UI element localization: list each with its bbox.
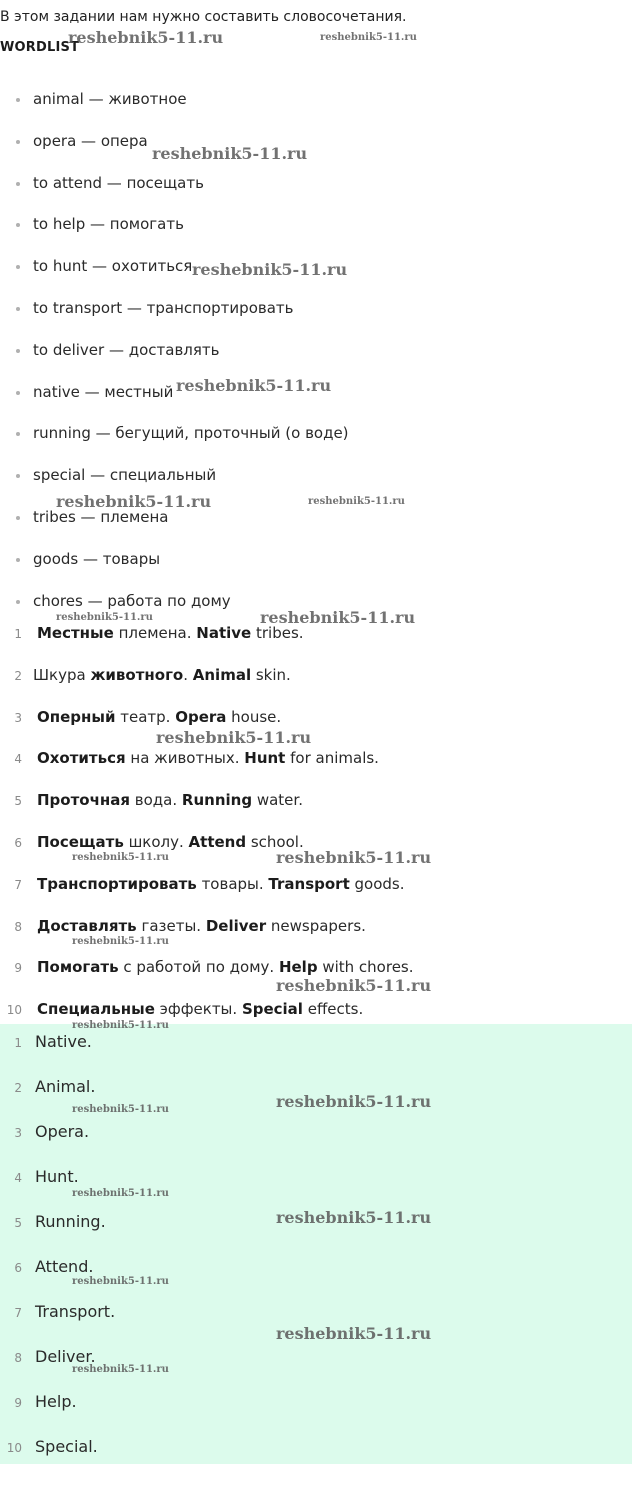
wordlist-heading: WORDLIST [0, 40, 80, 55]
item-number: 9 [14, 1396, 22, 1410]
answer-text: Native. [35, 1032, 92, 1051]
item-number: 10 [6, 1441, 22, 1455]
watermark: reshebnik5-11.ru [72, 1188, 169, 1199]
answer-text: Attend. [35, 1257, 94, 1276]
phrase-item [0, 791, 632, 833]
item-number: 2 [14, 1081, 22, 1095]
bullet-icon [16, 182, 20, 186]
phrase-text: Помогать с работой по дому. Help with chores. [37, 958, 414, 977]
phrase-text: Посещать школу. Attend school. [37, 832, 304, 851]
wordlist-entry: to deliver — доставлять [33, 340, 220, 359]
wordlist-entry: goods — товары [33, 549, 161, 568]
watermark: reshebnik5-11.ru [72, 936, 169, 947]
bullet-icon [16, 558, 20, 562]
answer-text: Opera. [35, 1122, 90, 1141]
bullet-icon [16, 432, 20, 436]
watermark: reshebnik5-11.ru [276, 848, 432, 867]
wordlist-entry: to hunt — охотиться [33, 257, 193, 276]
phrase-text: Доставлять газеты. Deliver newspapers. [37, 916, 366, 935]
wordlist-item [0, 90, 632, 132]
item-number: 6 [14, 835, 22, 850]
item-number: 8 [14, 919, 22, 934]
item-number: 7 [14, 877, 22, 892]
wordlist-item [0, 215, 632, 257]
item-number: 5 [14, 794, 22, 809]
bullet-icon [16, 140, 20, 144]
watermark: reshebnik5-11.ru [260, 608, 416, 627]
wordlist-entry: to transport — транспортировать [33, 298, 294, 317]
phrase-text: Местные племена. Native tribes. [37, 624, 304, 642]
item-number: 7 [14, 1306, 22, 1320]
watermark: reshebnik5-11.ru [152, 144, 308, 163]
bullet-icon [16, 516, 20, 520]
wordlist-item [0, 508, 632, 550]
answer-item [0, 1438, 632, 1483]
watermark: reshebnik5-11.ru [276, 1092, 432, 1111]
phrase-item [0, 875, 632, 917]
watermark: reshebnik5-11.ru [308, 496, 405, 507]
wordlist-item [0, 424, 632, 466]
wordlist-entry: special — специальный [33, 466, 217, 485]
answer-text: Help. [35, 1392, 77, 1411]
intro-text: В этом задании нам нужно составить словосочетания. [0, 9, 407, 25]
bullet-icon [16, 98, 20, 102]
item-number: 2 [14, 668, 22, 683]
answer-text: Deliver. [35, 1347, 96, 1366]
watermark: reshebnik5-11.ru [72, 1020, 169, 1031]
wordlist-entry: native — местный [33, 382, 174, 401]
answer-text: Special. [35, 1437, 98, 1456]
phrase-item [0, 749, 632, 791]
wordlist [0, 90, 632, 633]
answer-item [0, 1033, 632, 1078]
item-number: 6 [14, 1261, 22, 1275]
watermark: reshebnik5-11.ru [72, 1276, 169, 1287]
wordlist-entry: chores — работа по дому [33, 591, 231, 610]
phrase-text: Транспортировать товары. Transport goods. [37, 874, 405, 893]
wordlist-item [0, 550, 632, 592]
watermark: reshebnik5-11.ru [56, 612, 153, 623]
watermark: reshebnik5-11.ru [72, 852, 169, 863]
bullet-icon [16, 307, 20, 311]
wordlist-item [0, 174, 632, 216]
item-number: 10 [6, 1003, 22, 1018]
phrase-text: Оперный театр. Opera house. [37, 707, 282, 726]
answer-text: Animal. [35, 1077, 96, 1096]
wordlist-entry: running — бегущий, проточный (о воде) [33, 424, 349, 443]
item-number: 1 [14, 627, 22, 641]
phrase-text: Шкура животного. Animal skin. [33, 665, 291, 684]
phrase-text: Специальные эффекты. Special effects. [37, 1000, 364, 1019]
phrase-item [0, 666, 632, 708]
answer-text: Transport. [35, 1302, 116, 1321]
bullet-icon [16, 391, 20, 395]
item-number: 9 [14, 961, 22, 976]
item-number: 3 [14, 710, 22, 725]
item-number: 5 [14, 1216, 22, 1230]
bullet-icon [16, 474, 20, 478]
phrase-item [0, 624, 632, 666]
wordlist-entry: opera — опера [33, 131, 148, 150]
watermark: reshebnik5-11.ru [72, 1104, 169, 1115]
wordlist-item [0, 299, 632, 341]
phrase-text: Проточная вода. Running water. [37, 791, 303, 810]
item-number: 8 [14, 1351, 22, 1365]
watermark: reshebnik5-11.ru [276, 976, 432, 995]
watermark: reshebnik5-11.ru [176, 376, 332, 395]
wordlist-entry: to attend — посещать [33, 173, 204, 192]
phrase-item [0, 708, 632, 750]
watermark: reshebnik5-11.ru [156, 728, 312, 747]
bullet-icon [16, 223, 20, 227]
wordlist-entry: animal — животное [33, 90, 187, 108]
wordlist-entry: tribes — племена [33, 507, 169, 526]
watermark: reshebnik5-11.ru [56, 492, 212, 511]
watermark: reshebnik5-11.ru [276, 1208, 432, 1227]
wordlist-item [0, 132, 632, 174]
answer-text: Running. [35, 1212, 106, 1231]
item-number: 1 [14, 1036, 22, 1050]
watermark: reshebnik5-11.ru [68, 28, 224, 47]
wordlist-entry: to help — помогать [33, 215, 184, 234]
answer-text: Hunt. [35, 1167, 79, 1186]
item-number: 3 [14, 1126, 22, 1140]
bullet-icon [16, 600, 20, 604]
bullet-icon [16, 349, 20, 353]
watermark: reshebnik5-11.ru [192, 260, 348, 279]
phrase-text: Охотиться на животных. Hunt for animals. [37, 749, 379, 768]
bullet-icon [16, 265, 20, 269]
item-number: 4 [14, 1171, 22, 1185]
watermark: reshebnik5-11.ru [320, 32, 417, 43]
answer-item [0, 1393, 632, 1438]
watermark: reshebnik5-11.ru [72, 1364, 169, 1375]
watermark: reshebnik5-11.ru [276, 1324, 432, 1343]
answer-item [0, 1123, 632, 1168]
item-number: 4 [14, 752, 22, 767]
